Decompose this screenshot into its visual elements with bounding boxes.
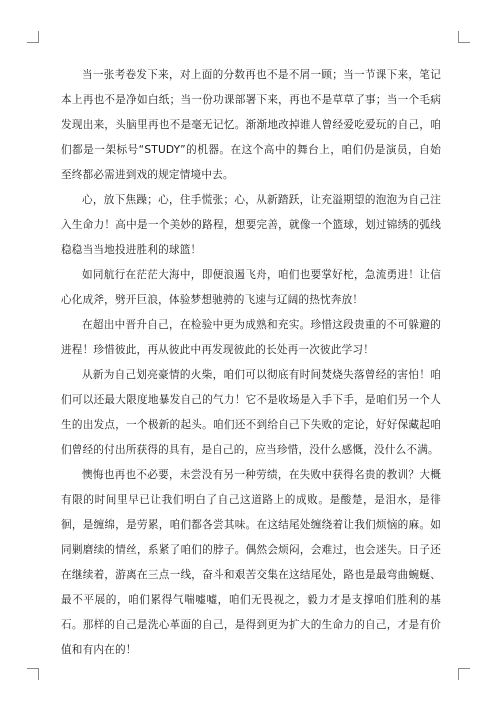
paragraph-6: 懊悔也再也不必要，未尝没有另一种劳绩，在失败中获得名贵的教训？大概有限的时间里早已让我们明白了自己这道路上的成败。是酸楚，是泪水，是徘徊，是缠绵，是劳累，咱们都各尝其味。在这结尾处缠绕着让我们烦恼的麻。如同剿磨续的情丝，系紧了咱们的脖子。偶然会烦闷，会难过，也会迷失。日子还在继续着，游离在三点一线，奋斗和艰苦交集在这结尾处，路也是最弯曲蜿蜒、最不平展的，咱们累得气喘嘘嘘，咱们无畏视之，毅力才是支撑咱们胜利的基石。那样的自己是洗心革面的自己，是得到更为扩大的生命力的自己，才是有价值和有内在的！ [61, 469, 441, 656]
paragraph-2: 心，放下焦躁；心，住手慌张；心，从新踏跃，让充溢期望的泡泡为自己注入生命力！高中是一个美妙的路程，想要完善，就像一个篮球，划过锦绣的弧线稳稳当当地投进胜利的球篮！ [61, 194, 441, 256]
crop-mark-bottom-left [27, 668, 39, 680]
paragraph-3: 如同航行在茫茫大海中，即便浪遏飞舟，咱们也要掌好柁，急流勇进！让信心化成斧，劈开巨浪，体验梦想驰骋的飞速与辽阔的热忱奔放！ [61, 269, 441, 306]
document-body [61, 63, 441, 663]
crop-mark-top-left [27, 31, 39, 43]
paragraph-1: 当一张考卷发下来，对上面的分数再也不是不屑一顾；当一节课下来，笔记本上再也不是净如白纸；当一份功课部署下来，再也不是草草了事；当一个毛病发现出来，头脑里再也不是毫无记忆。渐渐地改掉谁人曾经爱吃爱玩的自己，咱们都是一架标号“STUDY”的机器。在这个高中的舞台上，咱们仍是演员，自始至终都必需进到戏的规定情境中去。 [61, 69, 441, 181]
crop-mark-bottom-right [458, 668, 470, 680]
crop-mark-top-right [458, 31, 470, 43]
paragraph-4: 在超出中晋升自己，在检验中更为成熟和充实。珍惜这段贵重的不可躲避的进程！珍惜彼此，再从彼此中再发现彼此的长处再一次彼此学习！ [61, 319, 441, 356]
paragraph-5: 从新为自己划亮豪情的火柴，咱们可以彻底有时间焚烧失落曾经的害怕！咱们可以还最大限度地暴发自己的气力！它不是收场是入手下手，是咱们另一个人生的出发点，一个极新的起头。咱们还不到给自己下失败的定论，好好保藏起咱们曾经的付出所获得的具有，是自己的，应当珍惜，没什么感慨，没什么不满。 [61, 369, 441, 456]
